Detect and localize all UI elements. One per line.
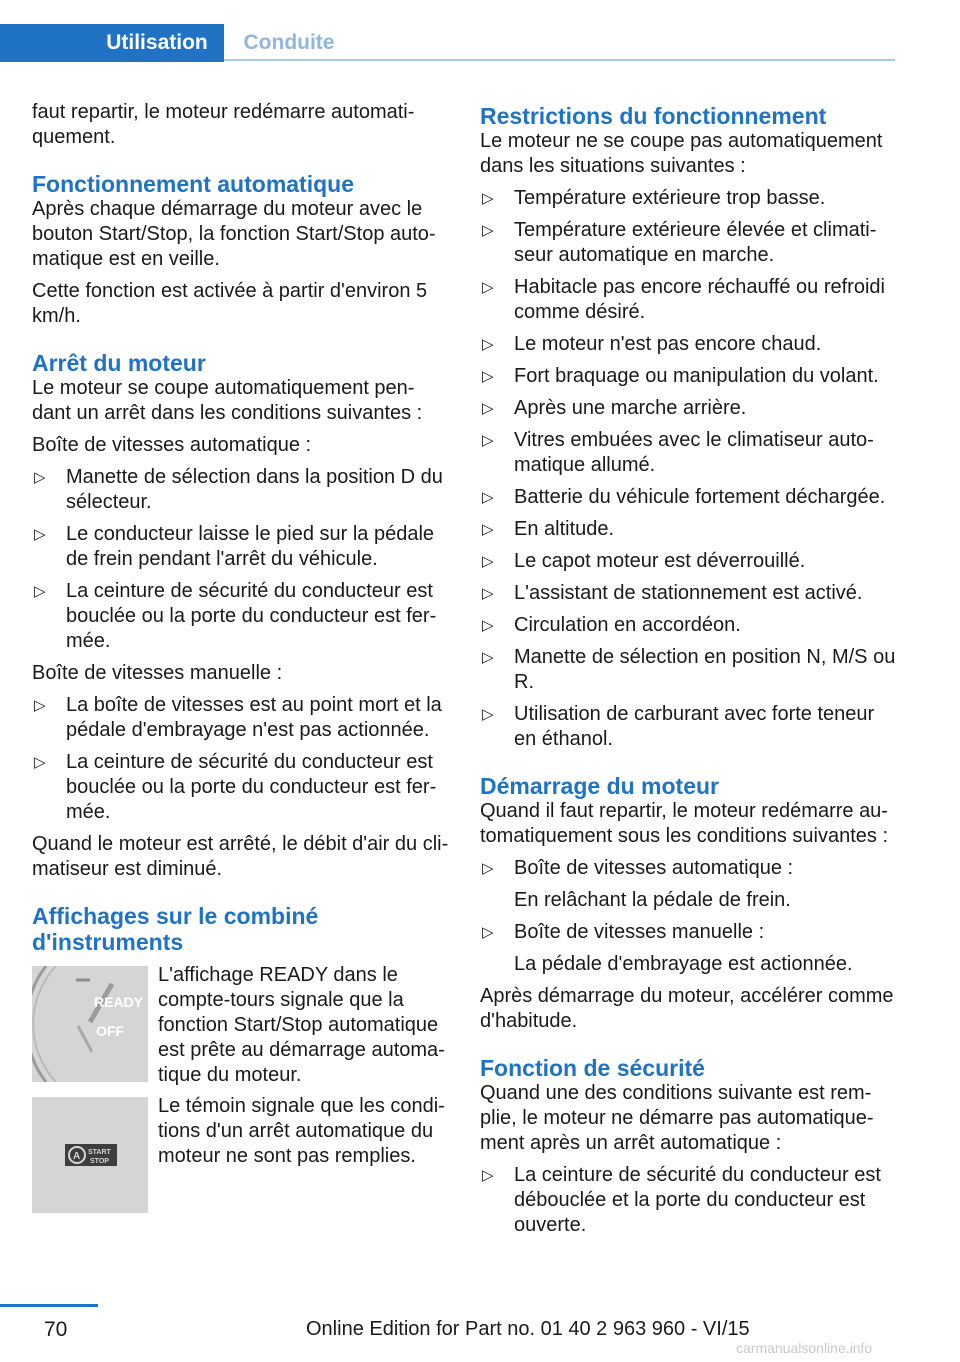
watermark: carmanualsonline.info (736, 1340, 873, 1356)
safety-list (480, 1163, 900, 1238)
triangle-bullet-icon: ▷ (482, 489, 494, 506)
page-number: 70 (44, 1318, 68, 1341)
svg-text:A: A (73, 1151, 81, 1162)
list-item: ▷ Fort braquage ou manipulation du volant. (482, 365, 879, 387)
lamp-description: Le témoin signale que les condi- tions d'un arrêt automatique du moteur ne sont pas remplies. (158, 1095, 445, 1167)
subheading-manual-gearbox: Boîte de vitesses manuelle : (32, 662, 283, 684)
list-item: ▷ Circulation en accordéon. (482, 614, 741, 636)
list-item: ▷ La ceinture de sécurité du conducteur est bouclée ou la porte du conducteur est fer- mée. (34, 580, 437, 652)
triangle-bullet-icon: ▷ (482, 279, 494, 296)
triangle-bullet-icon: ▷ (482, 336, 494, 353)
triangle-bullet-icon: ▷ (34, 526, 46, 543)
triangle-bullet-icon: ▷ (482, 521, 494, 538)
left-column (32, 100, 450, 1215)
paragraph: Quand il faut repartir, le moteur redémarre au- tomatiquement sous les conditions suivantes : (480, 800, 888, 847)
list-item: ▷ La ceinture de sécurité du conducteur est débouclée et la porte du conducteur est ouverte. (482, 1164, 881, 1236)
list-item: ▷ Habitacle pas encore réchauffé ou refroidi comme désiré. (482, 276, 885, 323)
list-item: ▷ La ceinture de sécurité du conducteur est bouclée ou la porte du conducteur est fer- mée. (34, 751, 437, 823)
paragraph: Après démarrage du moteur, accélérer comme d'habitude. (480, 985, 894, 1032)
heading-auto-function: Fonctionnement automatique (32, 171, 354, 197)
triangle-bullet-icon: ▷ (482, 190, 494, 207)
heading-instrument-display: Affichages sur le combiné d'instruments (32, 903, 319, 955)
list-item: ▷ Le moteur n'est pas encore chaud. (482, 333, 822, 355)
paragraph: Le moteur se coupe automatiquement pen- dant un arrêt dans les conditions suivantes : (32, 377, 423, 424)
tab-conduite[interactable]: Conduite (243, 31, 335, 54)
svg-text:STOP: STOP (90, 1158, 109, 1165)
list-item: ▷ Vitres embuées avec le climatiseur auto- matique allumé. (482, 429, 874, 476)
triangle-bullet-icon: ▷ (34, 697, 46, 714)
restrictions-list (480, 186, 900, 752)
heading-safety-function: Fonction de sécurité (480, 1055, 705, 1081)
triangle-bullet-icon: ▷ (482, 222, 494, 239)
svg-text:START: START (88, 1149, 111, 1156)
triangle-bullet-icon: ▷ (482, 924, 494, 941)
list-item: ▷ Température extérieure trop basse. (482, 187, 826, 209)
list-item: ▷ Le capot moteur est déverrouillé. (482, 550, 806, 572)
paragraph: Quand une des conditions suivante est rem- plie, le moteur ne démarre pas automatique- ment après un arrêt automatique : (480, 1082, 874, 1154)
list-item: ▷ L'assistant de stationnement est activé. (482, 582, 863, 604)
list-item: ▷ Batterie du véhicule fortement déchargée. (482, 486, 886, 508)
list-item: ▷ La boîte de vitesses est au point mort et la pédale d'embrayage n'est pas actionnée. (34, 694, 442, 741)
list-item-detail: En relâchant la pédale de frein. (514, 889, 791, 911)
list-item: ▷ Après une marche arrière. (482, 397, 747, 419)
triangle-bullet-icon: ▷ (482, 400, 494, 417)
triangle-bullet-icon: ▷ (482, 617, 494, 634)
svg-text:OFF: OFF (96, 1023, 124, 1039)
tab-underline (224, 59, 895, 61)
svg-text:READY: READY (94, 994, 144, 1010)
intro-text: faut repartir, le moteur redémarre automati- quement. (32, 101, 415, 148)
edition-text: Online Edition for Part no. 01 40 2 963 960 - VI/15 (306, 1318, 750, 1340)
start-stop-lamp-image (32, 1097, 148, 1213)
triangle-bullet-icon: ▷ (482, 860, 494, 877)
ready-gauge-image (32, 966, 148, 1082)
triangle-bullet-icon: ▷ (482, 585, 494, 602)
triangle-bullet-icon: ▷ (34, 754, 46, 771)
tab-utilisation[interactable]: Utilisation (0, 24, 224, 62)
auto-gearbox-list (32, 465, 450, 654)
footer-accent-line (0, 1304, 98, 1307)
paragraph: Quand le moteur est arrêté, le débit d'air du cli- matiseur est diminué. (32, 833, 449, 880)
start-conditions-list (480, 856, 900, 977)
triangle-bullet-icon: ▷ (482, 368, 494, 385)
heading-engine-stop: Arrêt du moteur (32, 350, 206, 376)
triangle-bullet-icon: ▷ (482, 553, 494, 570)
right-column (480, 100, 900, 1245)
list-item: ▷ En altitude. (482, 518, 615, 540)
start-stop-warning-icon (32, 1097, 148, 1213)
list-item: ▷ Manette de sélection dans la position D du sélecteur. (34, 466, 443, 513)
chapter-tabs (0, 24, 895, 62)
triangle-bullet-icon: ▷ (34, 583, 46, 600)
list-item: ▷ Température extérieure élevée et climati- seur automatique en marche. (482, 219, 877, 266)
manual-gearbox-list (32, 693, 450, 825)
list-item: ▷ Manette de sélection en position N, M/S ou R. (482, 646, 896, 693)
list-item: ▷ Le conducteur laisse le pied sur la pédale de frein pendant l'arrêt du véhicule. (34, 523, 435, 570)
ready-figure-row (32, 963, 450, 1084)
triangle-bullet-icon: ▷ (482, 1167, 494, 1184)
heading-restrictions: Restrictions du fonctionnement (480, 103, 827, 129)
ready-description: L'affichage READY dans le compte-tours signale que la fonction Start/Stop automatique est prête au démarrage automa- tique du moteur. (158, 964, 445, 1086)
list-item: ▷ Boîte de vitesses manuelle : La pédale d'embrayage est actionnée. (480, 920, 900, 977)
list-item-detail: La pédale d'embrayage est actionnée. (514, 953, 853, 975)
triangle-bullet-icon: ▷ (482, 432, 494, 449)
triangle-bullet-icon: ▷ (482, 649, 494, 666)
paragraph: Cette fonction est activée à partir d'environ 5 km/h. (32, 280, 428, 327)
list-item: ▷ Boîte de vitesses automatique : En relâchant la pédale de frein. (480, 856, 900, 913)
subheading-auto-gearbox: Boîte de vitesses automatique : (32, 434, 312, 456)
paragraph: Le moteur ne se coupe pas automatiquement dans les situations suivantes : (480, 130, 883, 177)
triangle-bullet-icon: ▷ (482, 706, 494, 723)
lamp-figure-row (32, 1094, 450, 1215)
tachometer-icon (32, 966, 148, 1082)
triangle-bullet-icon: ▷ (34, 469, 46, 486)
list-item: ▷ Utilisation de carburant avec forte teneur en éthanol. (482, 703, 875, 750)
paragraph: Après chaque démarrage du moteur avec le bouton Start/Stop, la fonction Start/Stop auto- matique est en veille. (32, 198, 436, 270)
heading-engine-start: Démarrage du moteur (480, 773, 720, 799)
